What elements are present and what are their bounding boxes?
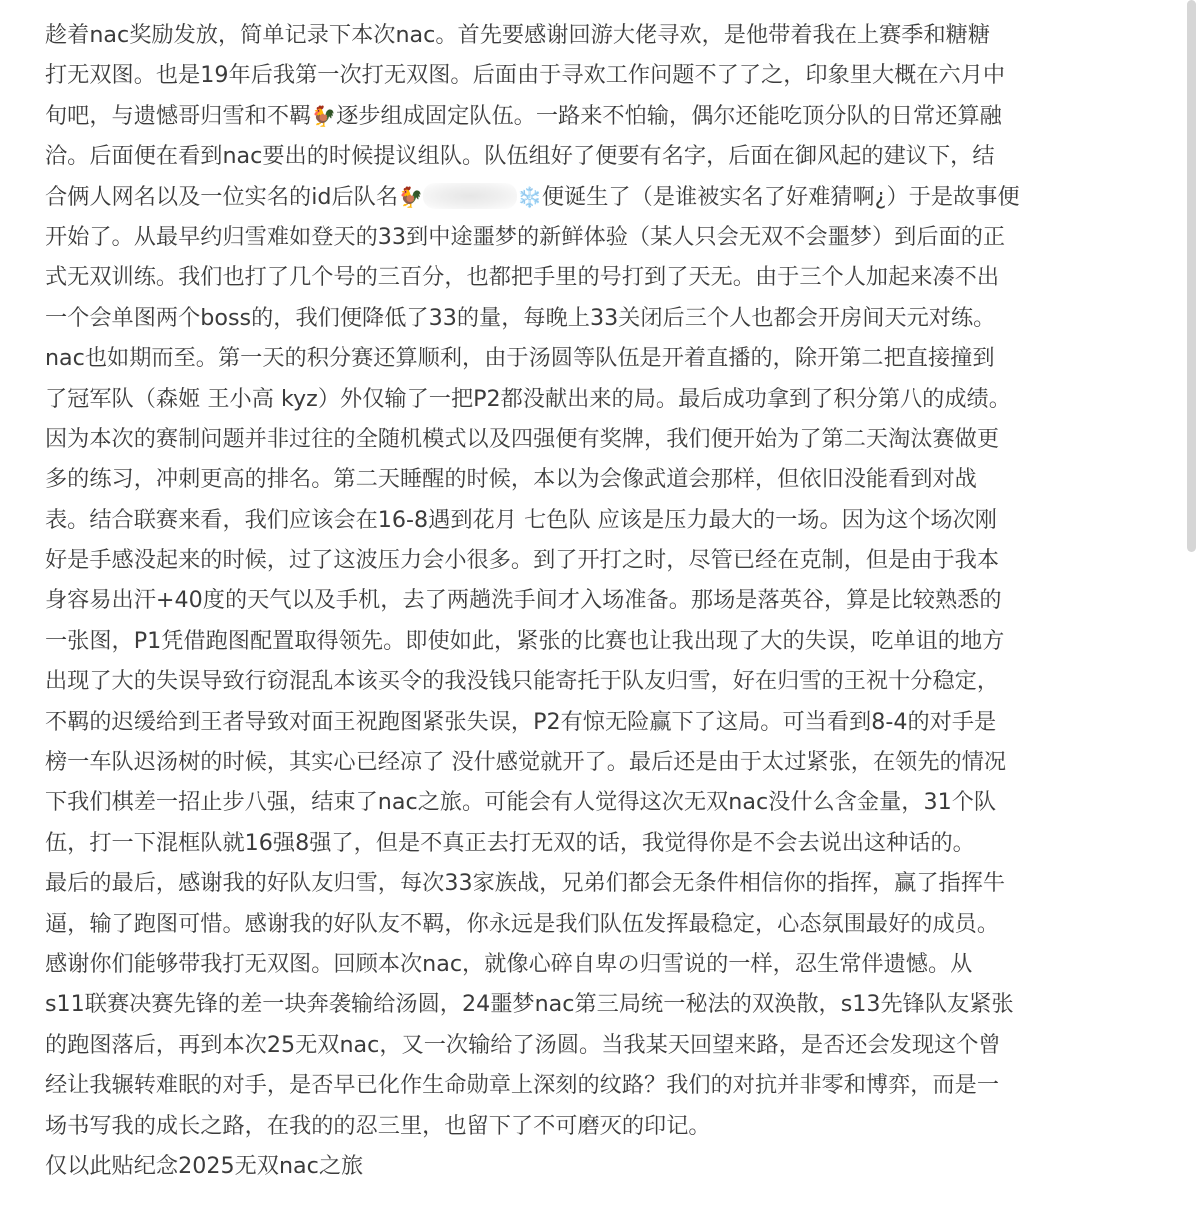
rooster-emoji-icon: 🐓 xyxy=(398,184,423,209)
text-line: 好是手感没起来的时候，过了这波压力会小很多。到了开打之时，尽管已经在克制，但是由于我本 xyxy=(45,547,1000,574)
text-line: 下我们棋差一招止步八强，结束了nac之旅。可能会有人觉得这次无双nac没什么含金量，31个队 xyxy=(45,789,997,816)
text-line: 伍，打一下混框队就16强8强了，但是不真正去打无双的话，我觉得你是不会去说出这种话的。 xyxy=(45,829,975,856)
text-line: 不羁的迟缓给到王者导致对面王祝跑图紧张失误，P2有惊无险赢下了这局。可当看到8-4的对手是 xyxy=(45,708,997,735)
text-line: 仅以此贴纪念2025无双nac之旅 xyxy=(45,1152,364,1179)
text-line: nac也如期而至。第一天的积分赛还算顺利，由于汤圆等队伍是开着直播的，除开第二把直接撞到 xyxy=(45,345,995,372)
rooster-emoji-icon: 🐓 xyxy=(311,103,337,128)
post-body xyxy=(45,15,1165,1186)
text-line: 的跑图落后，再到本次25无双nac，又一次输给了汤圆。当我某天回望来路，是否还会发现这个曾 xyxy=(45,1031,1001,1058)
text-line: 一张图，P1凭借跑图配置取得领先。即使如此，紧张的比赛也让我出现了大的失误，吃单诅的地方 xyxy=(45,627,1005,654)
text-line: 一个会单图两个boss的，我们便降低了33的量，每晚上33关闭后三个人也都会开房间天元对练。 xyxy=(45,304,996,331)
scrollbar-thumb[interactable] xyxy=(1187,0,1196,552)
text-line: 身容易出汗+40度的天气以及手机，去了两趟洗手间才入场准备。那场是落英谷，算是比较熟悉的 xyxy=(45,587,1002,614)
text-line: 表。结合联赛来看，我们应该会在16-8遇到花月 七色队 应该是压力最大的一场。因为这个场次刚 xyxy=(45,506,997,533)
text-segment: 逐步组成固定队伍。一路来不怕输，偶尔还能吃顶分队的日常还算融 xyxy=(336,102,1002,129)
text-line: s11联赛决赛先锋的差一块奔袭输给汤圆，24噩梦nac第三局统一秘法的双涣散，s13先锋队友紧张 xyxy=(45,991,1014,1018)
text-line: 榜一车队迟汤树的时候，其实心已经凉了 没什感觉就开了。最后还是由于太过紧张，在领先的情况 xyxy=(45,749,1007,776)
text-line: 开始了。从最早约归雪难如登天的33到中途噩梦的新鲜体验（某人只会无双不会噩梦）到后面的正 xyxy=(45,223,1006,250)
redacted-team-name xyxy=(423,183,517,209)
text-line: 场书写我的成长之路，在我的的忍三里，也留下了不可磨灭的印记。 xyxy=(45,1112,711,1139)
text-line: 洽。后面便在看到nac要出的时候提议组队。队伍组好了便要有名字，后面在御风起的建议下，结 xyxy=(45,143,995,170)
text-line: 最后的最后，感谢我的好队友归雪，每次33家族战，兄弟们都会无条件相信你的指挥，赢了指挥牛 xyxy=(45,870,1006,897)
text-segment: 合俩人网名以及一位实名的id后队名 xyxy=(45,183,399,210)
text-line: 因为本次的赛制问题并非过往的全随机模式以及四强便有奖牌，我们便开始为了第二天淘汰赛做更 xyxy=(45,425,1000,452)
text-line: 式无双训练。我们也打了几个号的三百分，也都把手里的号打到了天无。由于三个人加起来凑不出 xyxy=(45,264,1000,291)
text-line xyxy=(45,96,1165,136)
text-line: 逼，输了跑图可惜。感谢我的好队友不羁，你永远是我们队伍发挥最稳定，心态氛围最好的成员。 xyxy=(45,910,1000,937)
snowflake-emoji-icon: ❄️ xyxy=(516,184,542,209)
text-line: 趁着nac奖励发放，简单记录下本次nac。首先要感谢回游大佬寻欢，是他带着我在上赛季和糖糖 xyxy=(45,22,991,48)
text-line xyxy=(45,177,1165,217)
text-line: 了冠军队（森姬 王小高 kyz）外仅输了一把P2都没献出来的局。最后成功拿到了积分第八的成绩。 xyxy=(45,385,1011,412)
scrollbar[interactable] xyxy=(1185,0,1199,1207)
text-line: 打无双图。也是19年后我第一次打无双图。后面由于寻欢工作问题不了了之，印象里大概在六月中 xyxy=(45,62,1006,89)
text-line: 感谢你们能够带我打无双图。回顾本次nac，就像心碎自卑の归雪说的一样，忍生常伴遗憾。从 xyxy=(45,950,973,977)
text-line: 经让我辗转难眠的对手，是否早已化作生命勋章上深刻的纹路？我们的对抗并非零和博弈，而是一 xyxy=(45,1072,1000,1099)
text-segment: 旬吧，与遗憾哥归雪和不羁 xyxy=(45,102,312,129)
text-line: 多的练习，冲刺更高的排名。第二天睡醒的时候，本以为会像武道会那样，但依旧没能看到对战 xyxy=(45,466,977,493)
text-line: 出现了大的失误导致行窃混乱本该买令的我没钱只能寄托于队友归雪，好在归雪的王祝十分稳定， xyxy=(45,668,1000,695)
text-segment: 便诞生了（是谁被实名了好难猜啊¿）于是故事便 xyxy=(541,183,1020,210)
